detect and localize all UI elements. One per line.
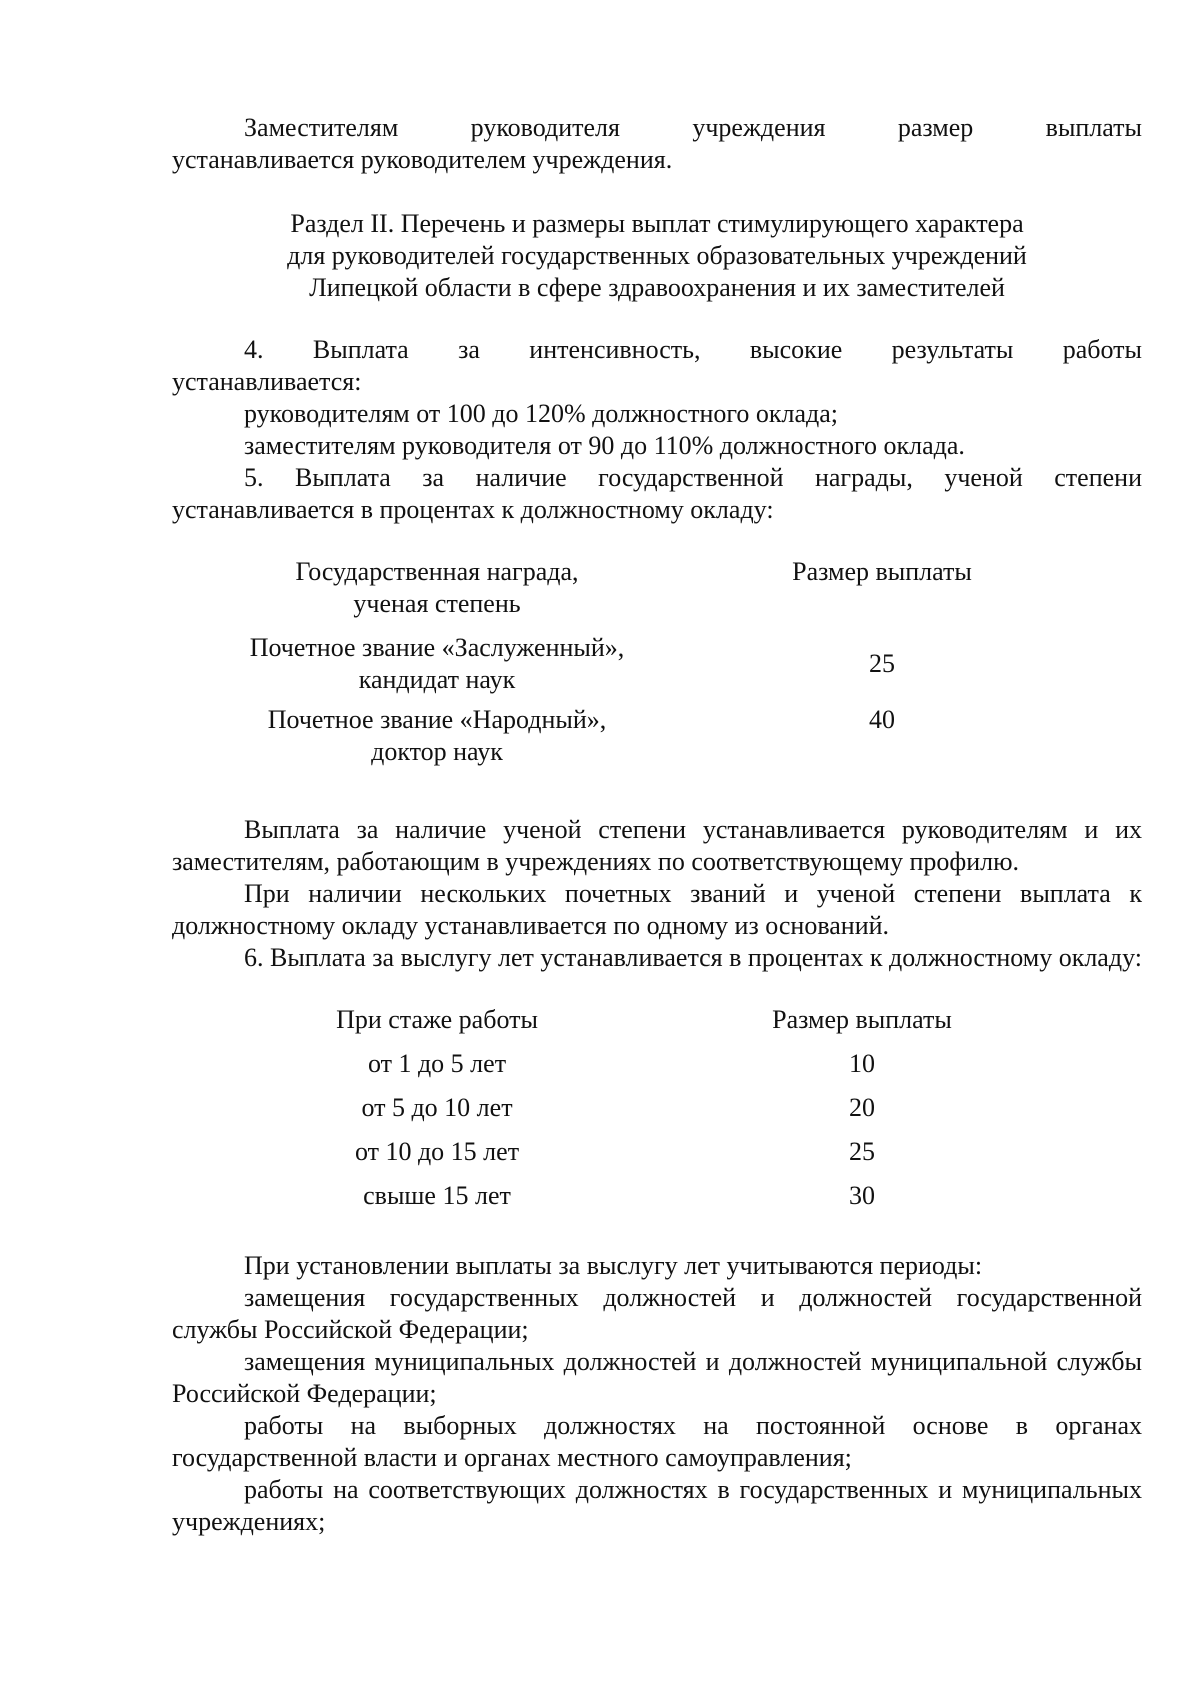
periods-intro: При установлении выплаты за выслугу лет учитываются периоды:	[244, 1251, 983, 1280]
awards-row-name: Почетное звание «Народный», доктор наук	[267, 705, 607, 766]
service-row-value: 30	[849, 1181, 875, 1210]
document-body	[172, 112, 1142, 1538]
intro-rest: устанавливается руководителем учреждения.	[172, 145, 673, 174]
awards-row-name: Почетное звание «Заслуженный», кандидат наук	[249, 633, 625, 694]
item6-text: 6. Выплата за выслугу лет устанавливается в процентах к должностному окладу:	[244, 943, 1142, 972]
periods-item: работы на выборных должностях на постоянной основе в органах государственной власти и органах местного самоуправления;	[172, 1411, 1142, 1472]
after-awards-p1: Выплата за наличие ученой степени устанавливается руководителям и их заместителям, работающим в учреждениях по соответствующему профилю.	[172, 815, 1142, 876]
service-header-size: Размер выплаты	[772, 1005, 952, 1034]
item4-line: 4. Выплата за интенсивность, высокие результаты работы	[244, 335, 1142, 364]
service-row-period: от 1 до 5 лет	[367, 1049, 507, 1078]
awards-row-value: 25	[869, 649, 895, 678]
after-awards-p2: При наличии нескольких почетных званий и ученой степени выплата к должностному окладу устанавливается по одному из оснований.	[172, 879, 1142, 940]
service-header-period: При стаже работы	[336, 1005, 538, 1034]
item4-rest: устанавливается:	[172, 367, 362, 396]
service-row-period: от 5 до 10 лет	[361, 1093, 513, 1122]
service-row-value: 25	[849, 1137, 875, 1166]
intro-line: Заместителям руководителя учреждения размер выплаты	[244, 113, 1142, 142]
service-table	[172, 1004, 1142, 1210]
periods-item: замещения муниципальных должностей и должностей муниципальной службы Российской Федерации;	[172, 1347, 1142, 1408]
section-title-line: Раздел II. Перечень и размеры выплат стимулирующего характера	[290, 209, 1024, 238]
service-row-value: 20	[849, 1093, 875, 1122]
service-row-period: от 10 до 15 лет	[354, 1137, 520, 1166]
periods-item: работы на соответствующих должностях в государственных и муниципальных учреждениях;	[172, 1475, 1142, 1536]
item5-rest: устанавливается в процентах к должностному окладу:	[172, 495, 774, 524]
service-row-period: свыше 15 лет	[363, 1181, 511, 1210]
awards-table	[172, 556, 1142, 814]
item5-line: 5. Выплата за наличие государственной награды, ученой степени	[244, 463, 1142, 492]
section-title-line: для руководителей государственных образовательных учреждений	[287, 241, 1027, 270]
item4-sub-heads: руководителям от 100 до 120% должностного оклада;	[244, 399, 839, 428]
periods-item: замещения государственных должностей и должностей государственной службы Российской Федерации;	[172, 1283, 1142, 1344]
awards-header-award: Государственная награда, ученая степень	[295, 557, 579, 618]
section-title	[172, 208, 1142, 304]
item4-sub-deputies: заместителям руководителя от 90 до 110% должностного оклада.	[244, 431, 965, 460]
service-row-value: 10	[849, 1049, 875, 1078]
section-title-line: Липецкой области в сфере здравоохранения и их заместителей	[309, 273, 1005, 302]
awards-header-size: Размер выплаты	[792, 557, 972, 586]
awards-row-value: 40	[869, 705, 895, 734]
